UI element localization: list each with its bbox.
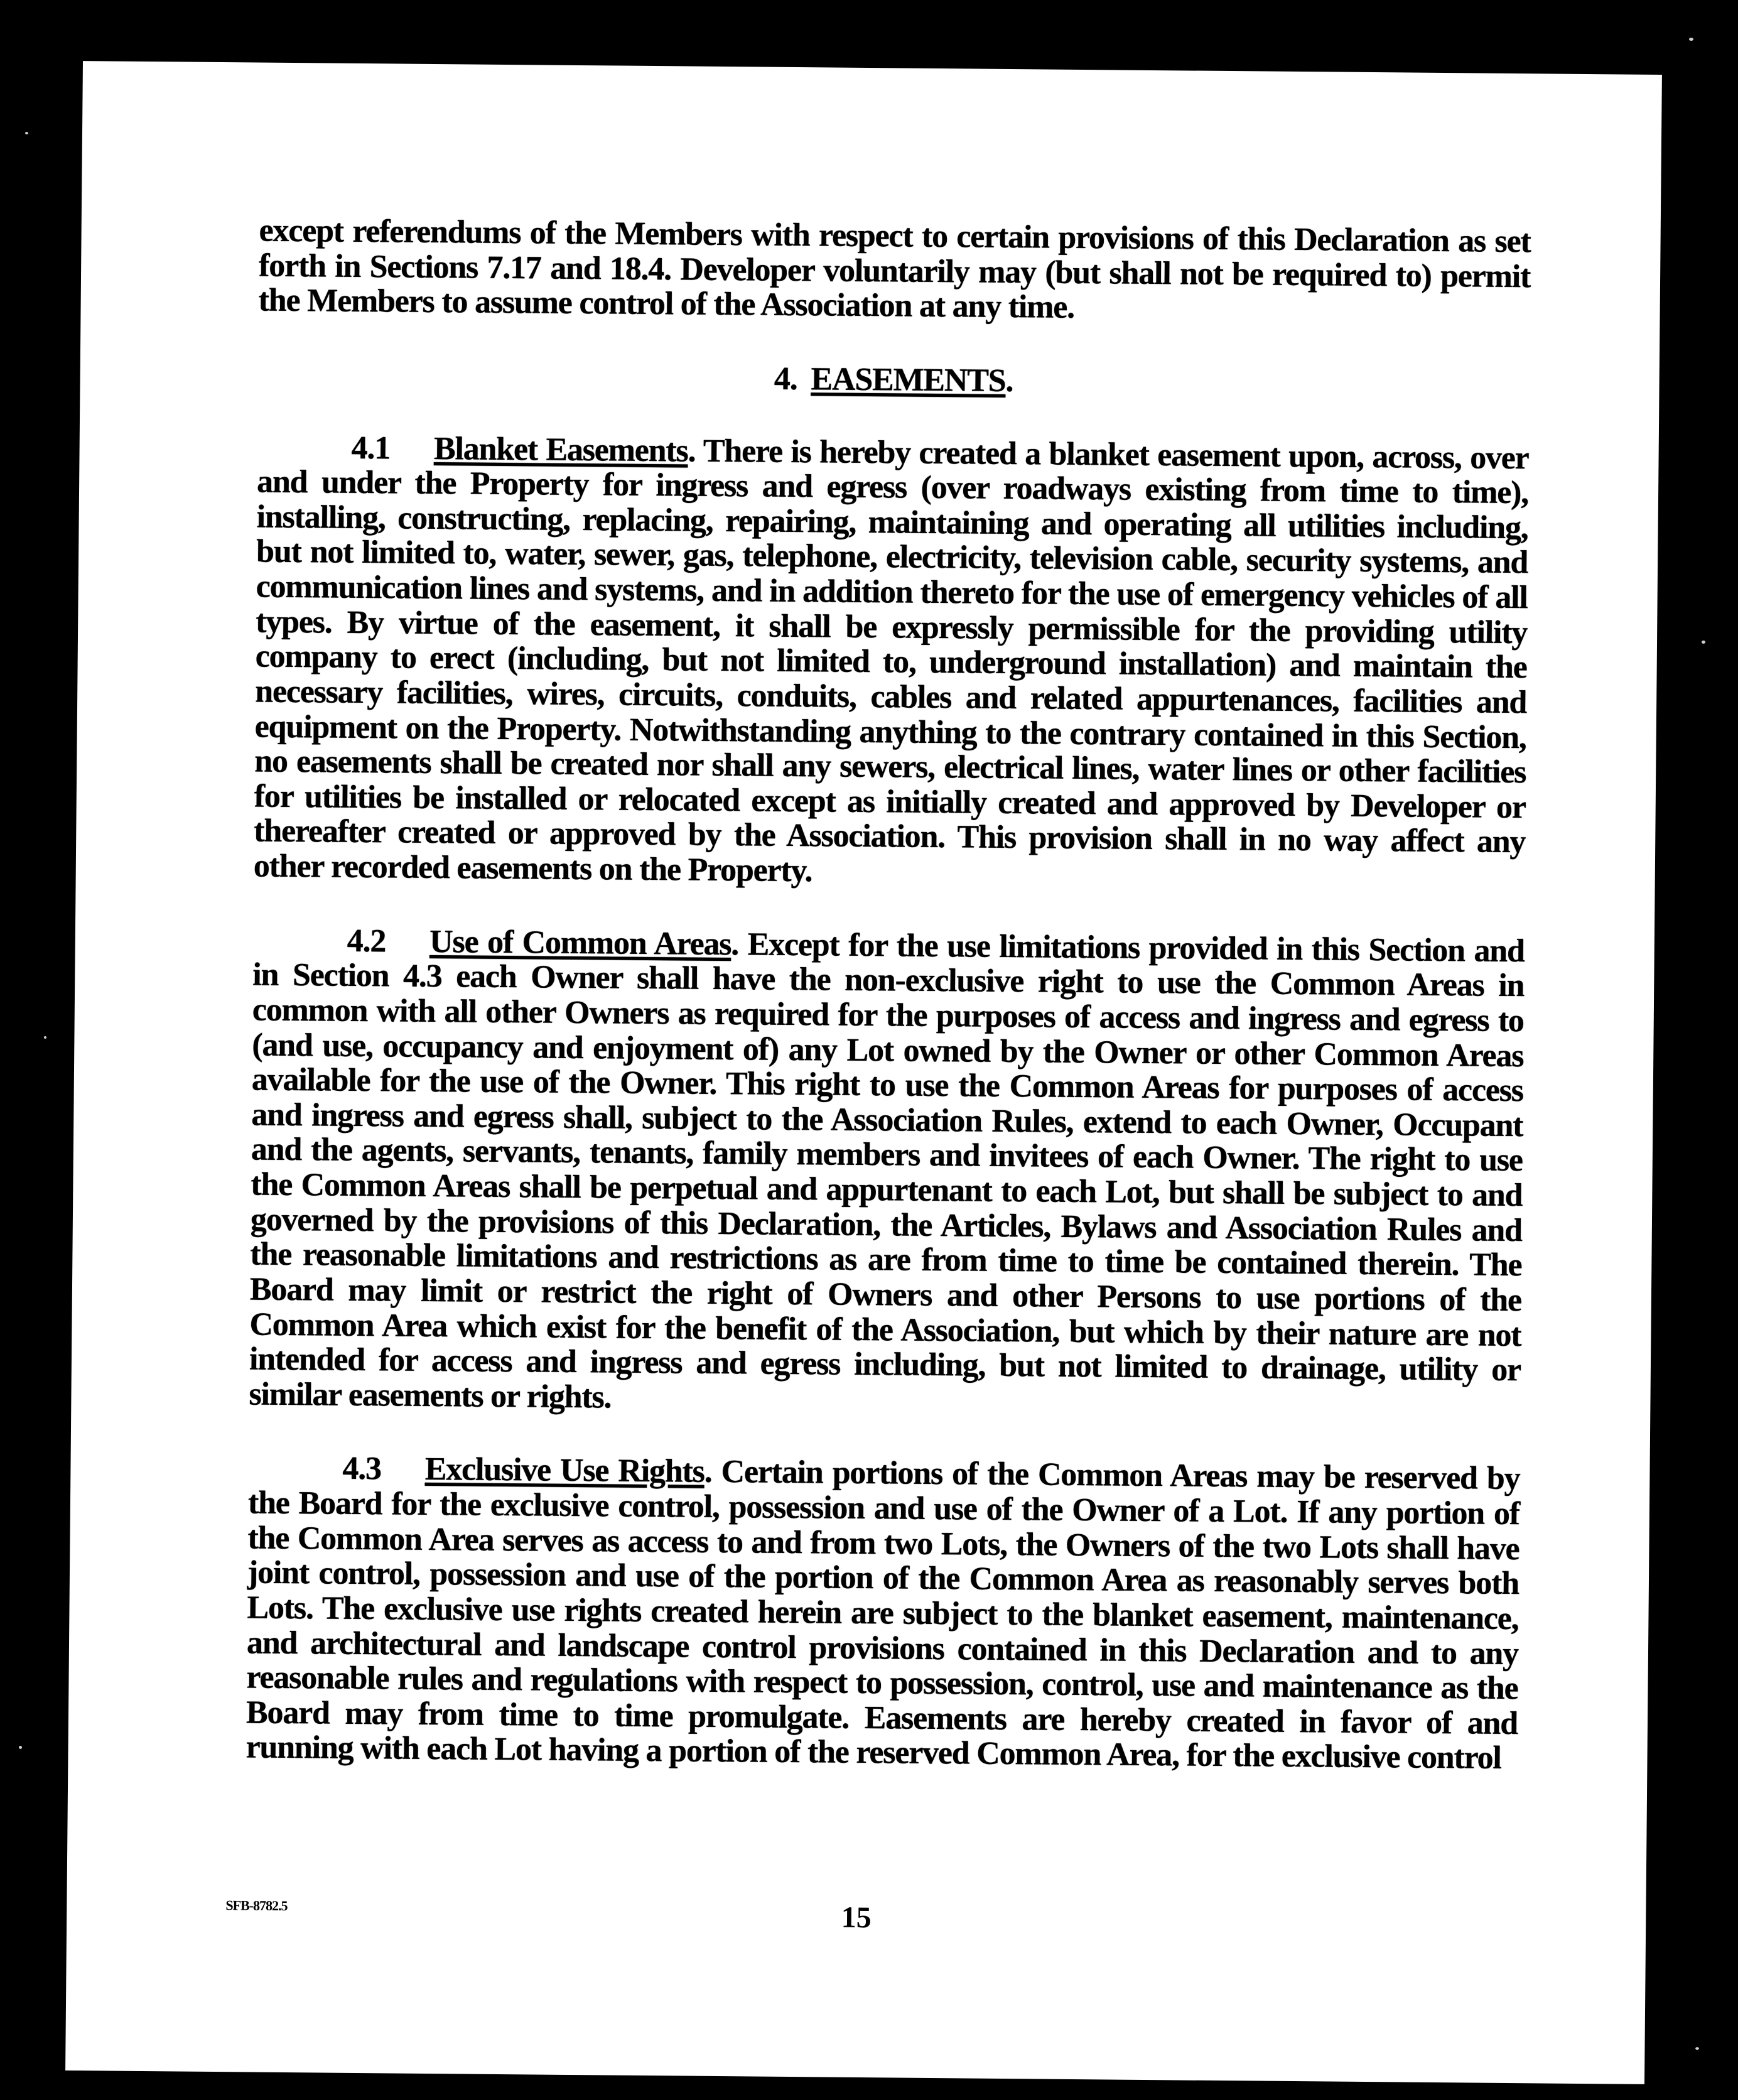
- scan-speck: [19, 1746, 22, 1749]
- scan-speck: [1702, 641, 1705, 644]
- section-heading-number: 4.: [774, 360, 797, 397]
- section-heading-title: EASEMENTS: [811, 361, 1006, 399]
- subsection-body: . Certain portions of the Common Areas may be reserved by the Board for the exclusive control, possession and use of the Owner of a Lot. If any portion of the Common Area serves as access to and from two Lots, the Owners of the two Lots shall have joint control, possession and use of the portion of the Common Area as reasonably serves both Lots. The exclusive use rights created herein are subject to the blanket easement, maintenance, and architectural and landscape control provisions contained in this Declaration and to any reasonable rules and regulations with respect to possession, control, use and maintenance as the Board may from time to time promulgate. Easements are hereby created in favor of and running with each Lot having a portion of the reserved Common Area, for the exclusive control: [246, 1454, 1520, 1777]
- section-heading: [257, 357, 1529, 403]
- document-body: [246, 214, 1530, 1777]
- scan-speck: [44, 1036, 46, 1039]
- scan-speck: [1695, 2047, 1699, 2050]
- subsection-title: Use of Common Areas: [429, 923, 731, 962]
- subsection-number: 4.3: [342, 1451, 382, 1487]
- subsection-4-3: [246, 1451, 1519, 1776]
- subsection-body: . There is hereby created a blanket easement upon, across, over and under the Property for ingress and egress (over roadways existing from time to time), installing, constructing, replacing, repairing, maintaining and operating all utilities including, but not limited to, water, sewer, gas, telephone, electricity, television cable, security systems, and communication lines and systems, and in addition thereto for the use of emergency vehicles of all types. By virtue of the easement, it shall be expressly permissible for the providing utility company to erect (including, but not limited to, underground installation) and maintain the necessary facilities, wires, circuits, conduits, cables and related appurtenances, facilities and equipment on the Property. Notwithstanding anything to the contrary contained in this Section, no easements shall be created nor shall any sewers, electrical lines, water lines or other facilities for utilities be installed or relocated except as initially created and approved by Developer or thereafter created or approved by the Association. This provision shall in no way affect any other recorded easements on the Property.: [253, 433, 1529, 889]
- page-number: 15: [841, 1900, 872, 1935]
- scan-speck: [25, 132, 28, 134]
- subsection-4-2: [249, 923, 1525, 1422]
- subsection-number: 4.1: [351, 430, 391, 466]
- intro-paragraph: except referendums of the Members with respect to certain provisions of this Declaration as set forth in Sections 7.17 and 18.4. Developer voluntarily may (but shall not be required to) permit the Members to assume control of the Association at any time.: [258, 212, 1531, 326]
- section-heading-suffix: .: [1005, 362, 1013, 399]
- subsection-title: Exclusive Use Rights: [424, 1451, 704, 1490]
- document-reference-code: SFB-8782.5: [225, 1897, 288, 1914]
- scan-speck: [1689, 38, 1693, 41]
- document-page: [65, 61, 1662, 2084]
- subsection-body: . Except for the use limitations provided in this Section and in Section 4.3 each Owner shall have the non-exclusive right to use the Common Areas in common with all other Owners as required for the purposes of access and ingress and egress to (and use, occupancy and enjoyment of) any Lot owned by the Owner or other Common Areas available for the use of the Owner. This right to use the Common Areas for purposes of access and ingress and egress shall, subject to the Association Rules, extend to each Owner, Occupant and the agents, servants, tenants, family members and invitees of each Owner. The right to use the Common Areas shall be perpetual and appurtenant to each Lot, but shall be subject to and governed by the provisions of this Declaration, the Articles, Bylaws and Association Rules and the reasonable limitations and restrictions as are from time to time be contained therein. The Board may limit or restrict the right of Owners and other Persons to use portions of the Common Area which exist for the benefit of the Association, but which by their nature are not intended for access and ingress and egress including, but not limited to drainage, utility or similar easements or rights.: [249, 926, 1525, 1415]
- subsection-number: 4.2: [347, 923, 386, 959]
- subsection-title: Blanket Easements: [433, 430, 688, 469]
- subsection-4-1: [254, 430, 1529, 895]
